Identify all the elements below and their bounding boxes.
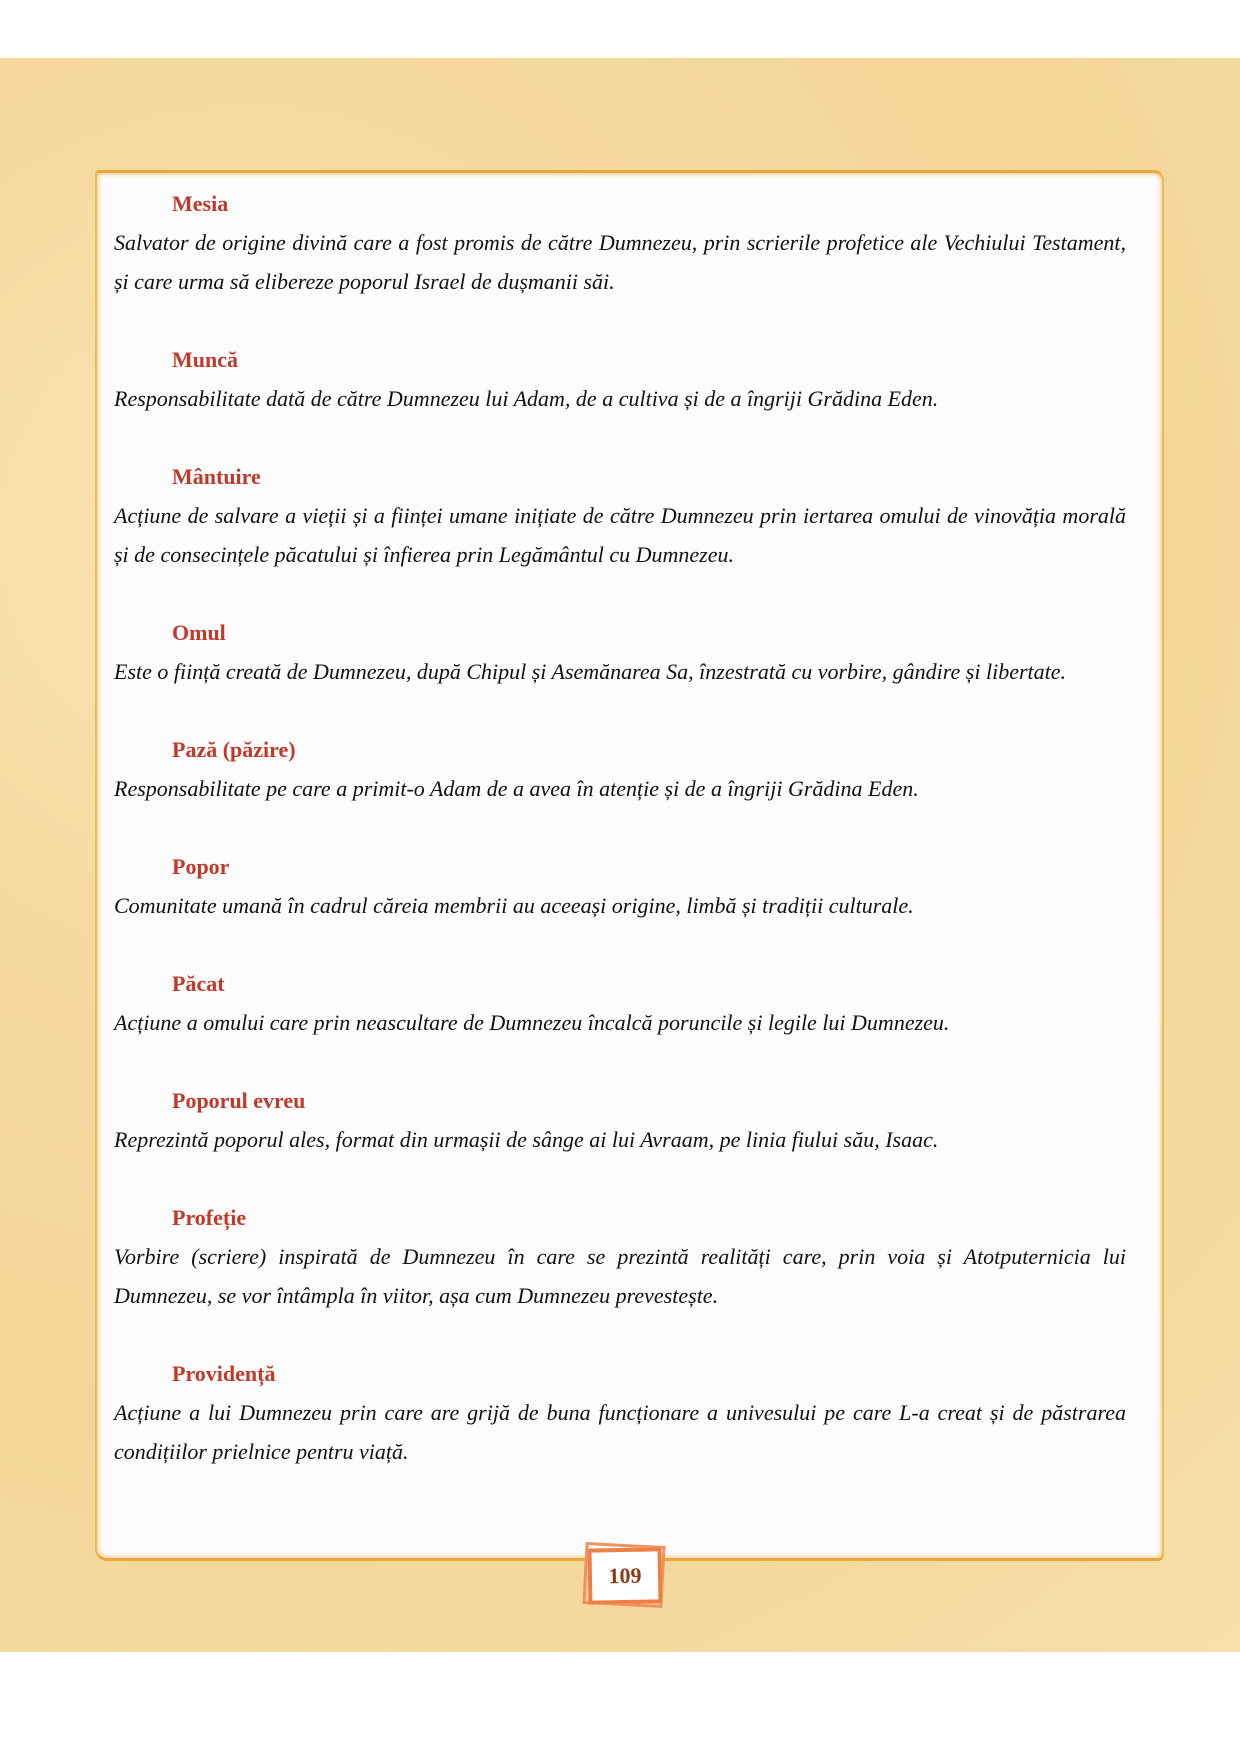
- glossary-entry: [114, 1354, 1126, 1471]
- glossary-definition: Vorbire (scriere) inspirată de Dumnezeu în care se prezintă realități care, prin voia și Atotputernicia lui Dumnezeu, se vor întâmpla în viitor, așa cum Dumnezeu prevestește.: [114, 1244, 1126, 1308]
- glossary-definition: Acțiune a lui Dumnezeu prin care are grijă de buna funcționare a univesului pe care L-a creat și de păstrarea condițiilor prielnice pentru viață.: [114, 1400, 1126, 1464]
- glossary-term: Providență: [172, 1361, 276, 1386]
- glossary-definition: Acțiune a omului care prin neascultare de Dumnezeu încalcă poruncile și legile lui Dumnezeu.: [114, 1010, 950, 1035]
- glossary-term: Omul: [172, 620, 226, 645]
- glossary-entry: [114, 1081, 1126, 1159]
- glossary-definition: Responsabilitate pe care a primit-o Adam de a avea în atenție și de a îngriji Grădina Eden.: [114, 776, 919, 801]
- glossary-entry: [114, 1198, 1126, 1315]
- glossary-entry: [114, 340, 1126, 418]
- glossary-definition: Salvator de origine divină care a fost promis de către Dumnezeu, prin scrierile profetice ale Vechiului Testament, și care urma să elibereze poporul Israel de dușmanii săi.: [114, 230, 1126, 294]
- glossary-definition: Responsabilitate dată de către Dumnezeu lui Adam, de a cultiva și de a îngriji Grădina Eden.: [114, 386, 939, 411]
- page-number: 109: [588, 1547, 663, 1604]
- glossary-entry: [114, 847, 1126, 925]
- glossary-term: Păcat: [172, 971, 225, 996]
- glossary-definition: Este o ființă creată de Dumnezeu, după Chipul și Asemănarea Sa, înzestrată cu vorbire, gândire și libertate.: [114, 659, 1067, 684]
- glossary-term: Popor: [172, 854, 230, 879]
- glossary-entry: [114, 730, 1126, 808]
- glossary-term: Mântuire: [172, 464, 261, 489]
- glossary-entry: [114, 184, 1126, 301]
- glossary-entry: [114, 457, 1126, 574]
- glossary-definition: Reprezintă poporul ales, format din urmașii de sânge ai lui Avraam, pe linia fiului său, Isaac.: [114, 1127, 939, 1152]
- glossary-entry: [114, 964, 1126, 1042]
- glossary-term: Mesia: [172, 191, 229, 216]
- glossary-definition: Comunitate umană în cadrul căreia membrii au aceeași origine, limbă și tradiții culturale.: [114, 893, 914, 918]
- glossary-term: Pază (păzire): [172, 737, 296, 762]
- glossary-term: Profeție: [172, 1205, 247, 1230]
- glossary-definition: Acțiune de salvare a vieții și a ființei umane inițiate de către Dumnezeu prin iertarea omului de vinovăția morală și de consecințele păcatului și înfierea prin Legământul cu Dumnezeu.: [114, 503, 1126, 567]
- glossary-term: Muncă: [172, 347, 238, 372]
- glossary-entry: [114, 613, 1126, 691]
- glossary-term: Poporul evreu: [172, 1088, 306, 1113]
- glossary: [114, 184, 1126, 1510]
